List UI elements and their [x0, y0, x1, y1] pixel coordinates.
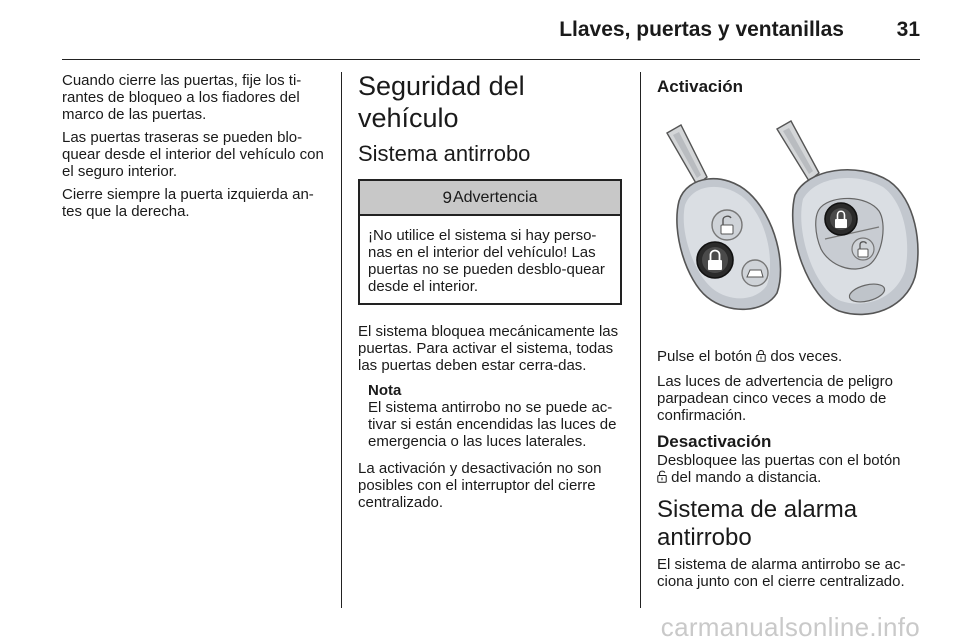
activation-heading: Activación: [657, 77, 743, 96]
press-text: Pulse el botón: [657, 348, 753, 365]
column-divider: [341, 72, 342, 608]
warning-text: ¡No utilice el sistema si hay perso-nas en el interior del vehículo! Las puertas no se pueden desblo-quear desde el interior.: [368, 227, 605, 295]
unlock-text-after: del mando a distancia.: [671, 469, 822, 486]
note-text: El sistema antirrobo no se puede ac-tivar si están encendidas las luces de emergencia o las luces laterales.: [368, 399, 617, 450]
paragraph: La activación y desactivación no son posibles con el interruptor del cierre centralizado.: [358, 460, 602, 511]
paragraph: Cierre siempre la puerta izquierda an-tes que la derecha.: [62, 186, 314, 220]
section-title: Seguridad del vehículo: [358, 71, 525, 133]
press-text-after: dos veces.: [770, 348, 843, 365]
note-block: [358, 382, 624, 450]
warning-title: Advertencia: [452, 188, 538, 206]
header-title: Llaves, puertas y ventanillas: [559, 18, 844, 41]
paragraph: El sistema de alarma antirrobo se ac-ciona junto con el cierre centralizado.: [657, 556, 906, 590]
column-3: [657, 72, 920, 598]
paragraph: Cuando cierre las puertas, fije los ti-rantes de bloqueo a los fiadores del marco de las puertas.: [62, 72, 302, 123]
watermark: carmanualsonline.info: [660, 612, 920, 642]
column-divider: [640, 72, 641, 608]
warning-header: [360, 181, 620, 216]
alarm-heading: Sistema de alarma antirrobo: [657, 496, 858, 551]
column-1: [62, 72, 327, 226]
column-2: [358, 72, 624, 519]
lock-icon: [756, 349, 766, 362]
remote-keys-illustration: [657, 115, 920, 325]
note-label: Nota: [368, 382, 402, 399]
page-number: 31: [896, 18, 920, 41]
key-blade-icon: [777, 121, 819, 181]
page-header: [62, 14, 920, 48]
paragraph: Las puertas traseras se pueden blo-quear desde el interior del vehículo con el seguro interior.: [62, 129, 324, 180]
paragraph: Las luces de advertencia de peligro parpadean cinco veces a modo de confirmación.: [657, 373, 893, 424]
key-blade-icon: [667, 125, 707, 185]
paragraph: [657, 348, 920, 365]
deactivation-heading: Desactivación: [657, 432, 772, 451]
trunk-icon: [747, 270, 763, 277]
key-fob-left: [677, 179, 781, 310]
unlock-text: Desbloquee las puertas con el botón: [657, 452, 901, 469]
header-rule: [62, 59, 920, 60]
subsection-title: Sistema antirrobo: [358, 141, 531, 166]
paragraph: [657, 452, 920, 486]
warning-symbol: 9: [442, 187, 452, 207]
unlock-icon: [657, 470, 667, 483]
key-fob-right: [793, 170, 918, 315]
paragraph: El sistema bloquea mecánicamente las puertas. Para activar el sistema, todas las puertas deben estar cerra-das.: [358, 323, 619, 374]
warning-box: [358, 179, 622, 305]
